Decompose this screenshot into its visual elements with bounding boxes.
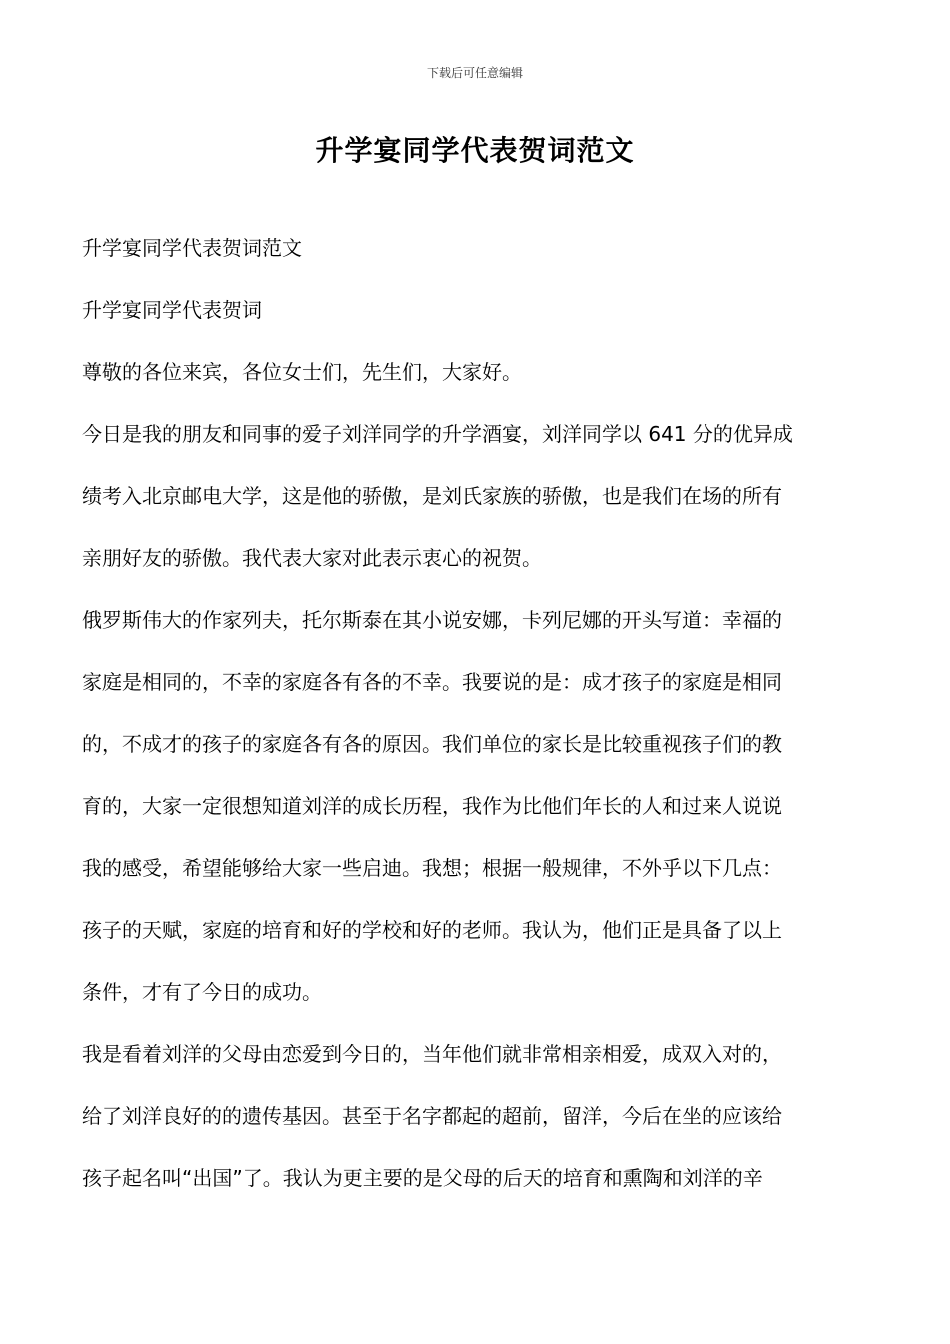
paragraph-line: 孩子的天赋，家庭的培育和好的学校和好的老师。我认为，他们正是具备了以上 — [82, 918, 782, 942]
paragraph-line: 绩考入北京邮电大学，这是他的骄傲，是刘氏家族的骄傲，也是我们在场的所有 — [82, 484, 782, 508]
paragraph-line: 家庭是相同的，不幸的家庭各有各的不幸。我要说的是：成才孩子的家庭是相同 — [82, 670, 782, 694]
paragraph-line: 育的，大家一定很想知道刘洋的成长历程，我作为比他们年长的人和过来人说说 — [82, 794, 782, 818]
line-heading: 升学宴同学代表贺词 — [82, 298, 262, 322]
header-note: 下载后可任意编辑 — [426, 66, 523, 80]
paragraph-line: 俄罗斯伟大的作家列夫，托尔斯泰在其小说安娜，卡列尼娜的开头写道：幸福的 — [82, 608, 782, 632]
paragraph-line: 孩子起名叫“出国”了。我认为更主要的是父母的后天的培育和熏陶和刘洋的辛 — [82, 1166, 763, 1190]
paragraph-line: 的，不成才的孩子的家庭各有各的原因。我们单位的家长是比较重视孩子们的教 — [82, 732, 782, 756]
document-body — [82, 217, 872, 1209]
paragraph-line: 条件，才有了今日的成功。 — [82, 980, 322, 1004]
paragraph-line: 给了刘洋良好的的遗传基因。甚至于名字都起的超前，留洋，今后在坐的应该给 — [82, 1104, 782, 1128]
paragraph-line: 我的感受，希望能够给大家一些启迪。我想；根据一般规律，不外乎以下几点： — [82, 856, 782, 880]
paragraph-line: 今日是我的朋友和同事的爱子刘洋同学的升学酒宴，刘洋同学以 641 分的优异成 — [82, 422, 793, 446]
line-greeting: 尊敬的各位来宾，各位女士们，先生们，大家好。 — [82, 360, 522, 384]
paragraph-line: 亲朋好友的骄傲。我代表大家对此表示衷心的祝贺。 — [82, 546, 542, 570]
line-subtitle: 升学宴同学代表贺词范文 — [82, 236, 302, 260]
paragraph-line: 我是看着刘洋的父母由恋爱到今日的，当年他们就非常相亲相爱，成双入对的， — [82, 1042, 782, 1066]
document-title: 升学宴同学代表贺词范文 — [315, 134, 635, 167]
